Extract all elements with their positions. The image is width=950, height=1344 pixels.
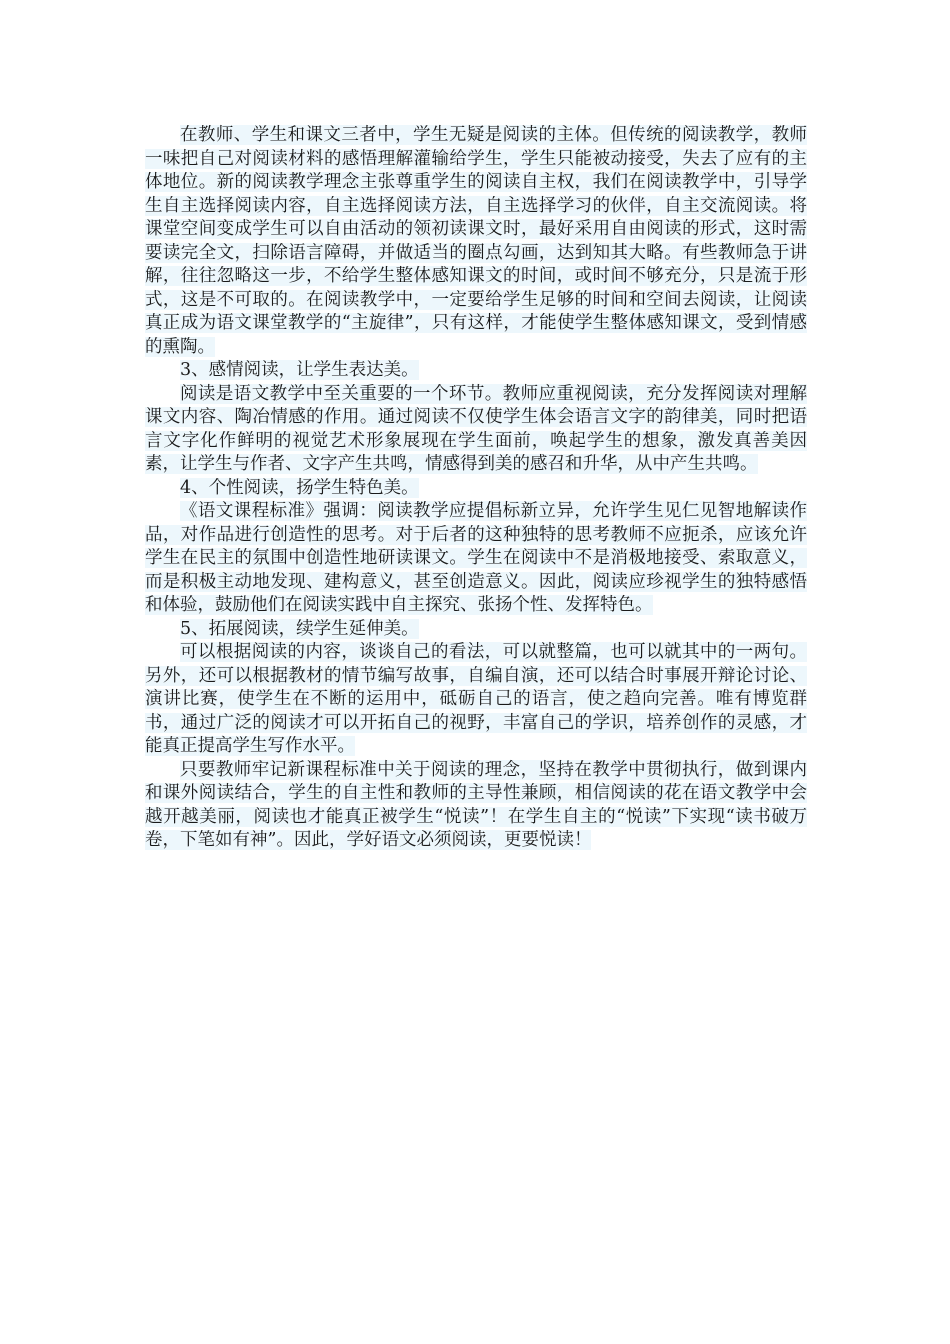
paragraph-conclusion: 只要教师牢记新课程标准中关于阅读的理念，坚持在教学中贯彻执行，做到课内和课外阅读结合，学生的自主性和教师的主导性兼顾，相信阅读的花在语文教学中会越开越美丽，阅读也才能真正被学生“悦读”！在学生自主的“悦读”下实现“读书破万卷，下笔如有神”。因此，学好语文必须阅读，更要悦读！ [145, 759, 807, 850]
paragraph-extended-reading: 可以根据阅读的内容，谈谈自己的看法，可以就整篇，也可以就其中的一两句。另外，还可以根据教材的情节编写故事，自编自演，还可以结合时事展开辩论讨论、演讲比赛，使学生在不断的运用中，砥砺自己的语言，使之趋向完善。唯有博览群书，通过广泛的阅读才可以开拓自己的视野，丰富自己的学识，培养创作的灵感，才能真正提高学生写作水平。 [145, 642, 807, 756]
paragraph-personal-reading: 《语文课程标准》强调：阅读教学应提倡标新立异，允许学生见仁见智地解读作品，对作品进行创造性的思考。对于后者的这种独特的思考教师不应扼杀，应该允许学生在民主的氛围中创造性地研读课文。学生在阅读中不是消极地接受、索取意义，而是积极主动地发现、建构意义，甚至创造意义。因此，阅读应珍视学生的独特感悟和体验，鼓励他们在阅读实践中自主探究、张扬个性、发挥特色。 [145, 501, 807, 615]
heading-personal-reading: 4、个性阅读，扬学生特色美。 [180, 477, 419, 498]
heading-emotional-reading: 3、感情阅读，让学生表达美。 [180, 360, 419, 380]
document-body [145, 124, 807, 853]
paragraph-reading-subject: 在教师、学生和课文三者中，学生无疑是阅读的主体。但传统的阅读教学，教师一味把自己对阅读材料的感悟理解灌输给学生，学生只能被动接受，失去了应有的主体地位。新的阅读教学理念主张尊重学生的阅读自主权，我们在阅读教学中，引导学生自主选择阅读内容，自主选择阅读方法，自主选择学习的伙伴，自主交流阅读。将课堂空间变成学生可以自由活动的领初读课文时，最好采用自由阅读的形式，这时需要读完全文，扫除语言障碍，并做适当的圈点勾画，达到知其大略。有些教师急于讲解，往往忽略这一步，不给学生整体感知课文的时间，或时间不够充分，只是流于形式，这是不可取的。在阅读教学中，一定要给学生足够的时间和空间去阅读，让阅读真正成为语文课堂教学的“主旋律”，只有这样，才能使学生整体感知课文，受到情感的熏陶。 [145, 125, 807, 357]
heading-extended-reading: 5、拓展阅读，续学生延伸美。 [180, 618, 419, 639]
paragraph-emotional-reading: 阅读是语文教学中至关重要的一个环节。教师应重视阅读，充分发挥阅读对理解课文内容、陶冶情感的作用。通过阅读不仅使学生体会语言文字的韵律美，同时把语言文字化作鲜明的视觉艺术形象展现在学生面前，唤起学生的想象，激发真善美因素，让学生与作者、文字产生共鸣，情感得到美的感召和升华，从中产生共鸣。 [145, 383, 807, 474]
